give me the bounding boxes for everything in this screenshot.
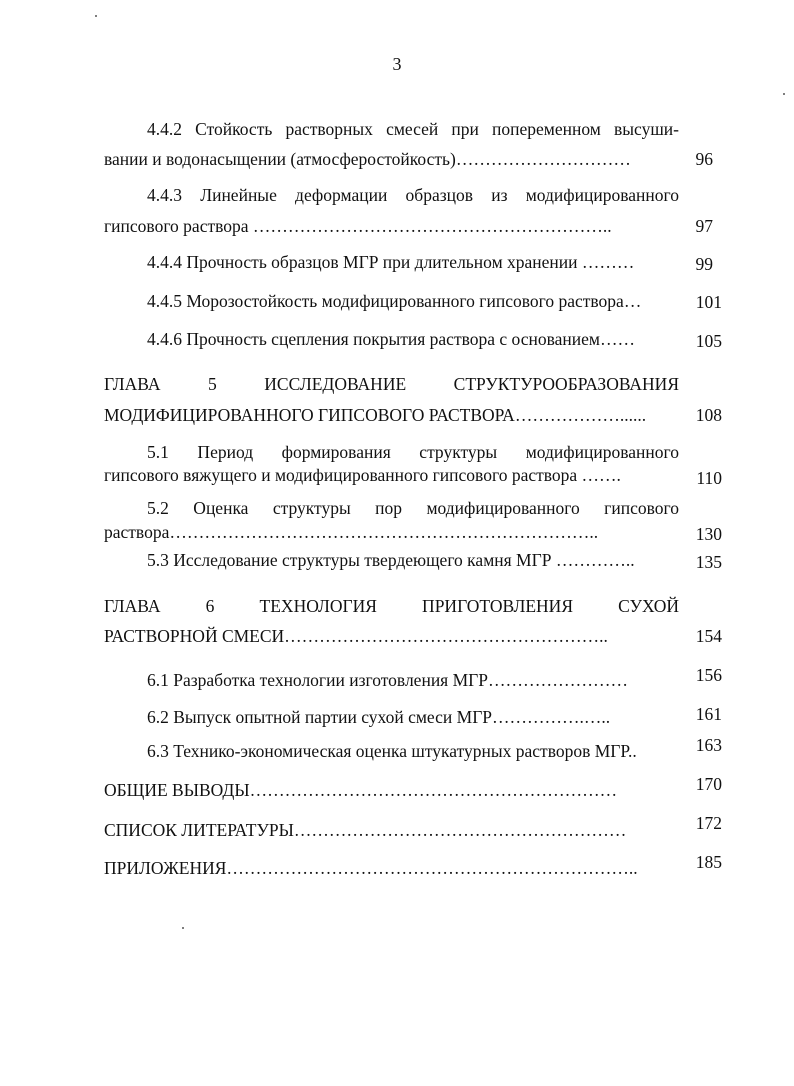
toc-page-6-3: 163 — [695, 735, 722, 755]
toc-page-conclusions: 170 — [695, 774, 722, 794]
scan-speck — [182, 927, 184, 929]
scan-speck — [783, 93, 785, 95]
toc-page-chapter-5: 108 — [695, 405, 722, 425]
toc-page-4-4-3: 97 — [695, 216, 713, 236]
toc-page-4-4-6: 105 — [695, 331, 722, 351]
toc-entry-4-4-3-line-1: 4.4.3 Линейные деформации образцов из модифицированного — [147, 185, 679, 205]
toc-entry-5-1-line-1: 5.1 Период формирования структуры модифицированного — [147, 442, 679, 462]
toc-page-6-2: 161 — [695, 704, 722, 724]
scan-speck — [95, 15, 97, 17]
toc-entry-4-4-2-line-2: вании и водонасыщении (атмосферостойкость)………………………… — [104, 149, 631, 169]
toc-page-references: 172 — [695, 813, 722, 833]
toc-entry-5-2-line-1: 5.2 Оценка структуры пор модифицированного гипсового — [147, 498, 679, 518]
toc-chapter-6-line-2: РАСТВОРНОЙ СМЕСИ……………………………………………….. — [104, 626, 608, 646]
toc-page-chapter-6: 154 — [695, 626, 722, 646]
toc-page-6-1: 156 — [695, 665, 722, 685]
toc-page-5-2: 130 — [695, 524, 722, 544]
toc-chapter-5-line-2: МОДИФИЦИРОВАННОГО ГИПСОВОГО РАСТВОРА………………...... — [104, 405, 647, 425]
toc-page-4-4-4: 99 — [695, 254, 713, 274]
toc-page-appendices: 185 — [695, 852, 722, 872]
toc-entry-appendices: ПРИЛОЖЕНИЯ…………………………………………………………….. — [104, 858, 638, 878]
toc-page-5-3: 135 — [695, 552, 722, 572]
toc-page-4-4-5: 101 — [695, 292, 722, 312]
toc-chapter-5-line-1: ГЛАВА 5 ИССЛЕДОВАНИЕ СТРУКТУРООБРАЗОВАНИЯ — [104, 374, 679, 394]
toc-entry-6-3: 6.3 Технико-экономическая оценка штукатурных растворов МГР.. — [147, 741, 637, 761]
toc-entry-4-4-4: 4.4.4 Прочность образцов МГР при длительном хранении ……… — [147, 252, 635, 272]
toc-entry-5-2-line-2: раствора……………………………………………………………….. — [104, 522, 599, 542]
toc-chapter-6-line-1: ГЛАВА 6 ТЕХНОЛОГИЯ ПРИГОТОВЛЕНИЯ СУХОЙ — [104, 596, 679, 616]
toc-page-5-1: 110 — [696, 468, 722, 488]
toc-entry-6-2: 6.2 Выпуск опытной партии сухой смеси МГР…………….….. — [147, 707, 611, 727]
toc-entry-4-4-2-line-1: 4.4.2 Стойкость растворных смесей при попеременном высуши- — [147, 119, 679, 139]
page-number: 3 — [392, 54, 402, 74]
toc-entry-6-1: 6.1 Разработка технологии изготовления МГР…………………… — [147, 670, 629, 690]
toc-entry-5-1-line-2: гипсового вяжущего и модифицированного гипсового раствора ……. — [104, 465, 621, 485]
toc-entry-4-4-5: 4.4.5 Морозостойкость модифицированного гипсового раствора… — [147, 291, 642, 311]
toc-page-4-4-2: 96 — [695, 149, 713, 169]
toc-entry-conclusions: ОБЩИЕ ВЫВОДЫ……………………………………………………… — [104, 780, 618, 800]
toc-entry-4-4-3-line-2: гипсового раствора …………………………………………………….. — [104, 216, 612, 236]
toc-entry-references: СПИСОК ЛИТЕРАТУРЫ………………………………………………… — [104, 820, 627, 840]
toc-entry-5-3: 5.3 Исследование структуры твердеющего камня МГР ………….. — [147, 550, 635, 570]
toc-entry-4-4-6: 4.4.6 Прочность сцепления покрытия раствора с основанием…… — [147, 329, 635, 349]
